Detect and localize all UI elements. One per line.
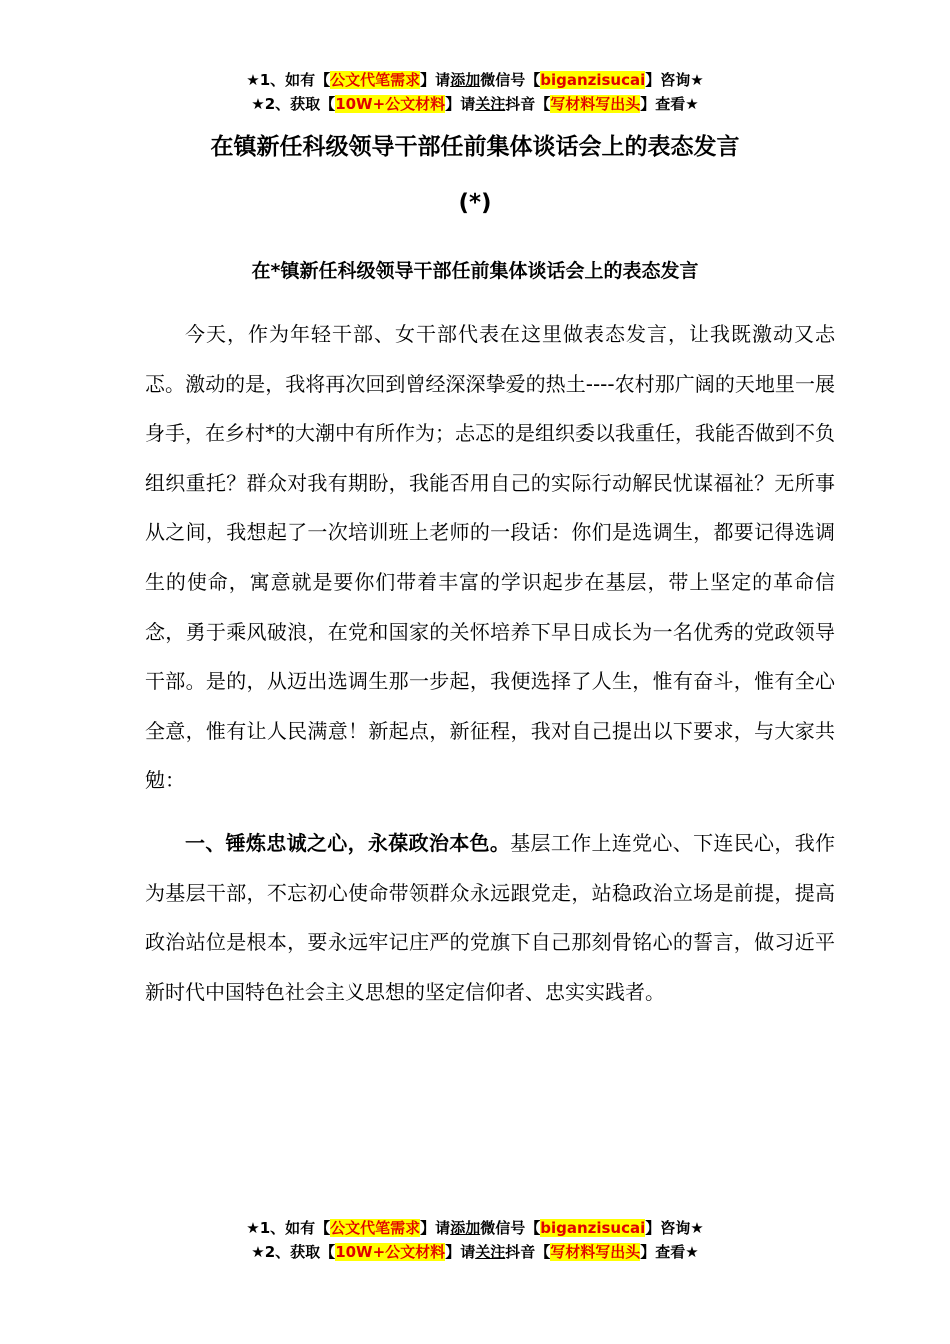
document-subtitle: 在*镇新任科级领导干部任前集体谈话会上的表态发言 xyxy=(251,260,699,282)
promo-line-1: ★1、如有【公文代笔需求】请添加微信号【biganzisucai】咨询★ xyxy=(246,1219,704,1237)
body-paragraph: 一、锤炼忠诚之心，永葆政治本色。基层工作上连党心、下连民心，我作为基层干部，不忘初心使命带领群众永远跟党走，站稳政治立场是前提，提高政治站位是根本，要永远牢记庄严的党旗下自己那刻骨铭心的誓言，做习近平新时代中国特色社会主义思想的坚定信仰者、忠实实践者。 xyxy=(145,830,836,1004)
wechat-id: biganzisucai xyxy=(540,1219,646,1237)
promo-highlight: 公文代笔需求 xyxy=(330,1219,421,1237)
document-title: 在镇新任科级领导干部任前集体谈话会上的表态发言 xyxy=(210,134,740,160)
promo-highlight: 10W+公文材料 xyxy=(335,1243,446,1261)
top-promo-banner xyxy=(0,68,950,116)
promo-line-2: ★2、获取【10W+公文材料】请关注抖音【写材料写出头】查看★ xyxy=(251,95,699,113)
document-body xyxy=(145,310,835,1017)
section-heading: 一、锤炼忠诚之心，永葆政治本色。 xyxy=(185,830,511,855)
douyin-account: 写材料写出头 xyxy=(550,95,641,113)
promo-highlight: 公文代笔需求 xyxy=(330,71,421,89)
promo-highlight: 10W+公文材料 xyxy=(335,95,446,113)
wechat-id: biganzisucai xyxy=(540,71,646,89)
promo-line-1: ★1、如有【公文代笔需求】请添加微信号【biganzisucai】咨询★ xyxy=(246,71,704,89)
body-paragraph: 今天，作为年轻干部、女干部代表在这里做表态发言，让我既激动又忐忑。激动的是，我将再次回到曾经深深挚爱的热土----农村那广阔的天地里一展身手，在乡村*的大潮中有所作为；忐忑的是组织委以我重任，我能否做到不负组织重托？群众对我有期盼，我能否用自己的实际行动解民忧谋福祉？无所事从之间，我想起了一次培训班上老师的一段话：你们是选调生，都要记得选调生的使命，寓意就是要你们带着丰富的学识起步在基层，带上坚定的革命信念，勇于乘风破浪，在党和国家的关怀培养下早日成长为一名优秀的党政领导干部。是的，从迈出选调生那一步起，我便选择了人生，惟有奋斗，惟有全心全意，惟有让人民满意！新起点，新征程，我对自己提出以下要求，与大家共勉： xyxy=(145,322,835,793)
bottom-promo-banner xyxy=(0,1216,950,1264)
douyin-account: 写材料写出头 xyxy=(550,1243,641,1261)
title-suffix: (*) xyxy=(458,190,492,216)
promo-line-2: ★2、获取【10W+公文材料】请关注抖音【写材料写出头】查看★ xyxy=(251,1243,699,1261)
